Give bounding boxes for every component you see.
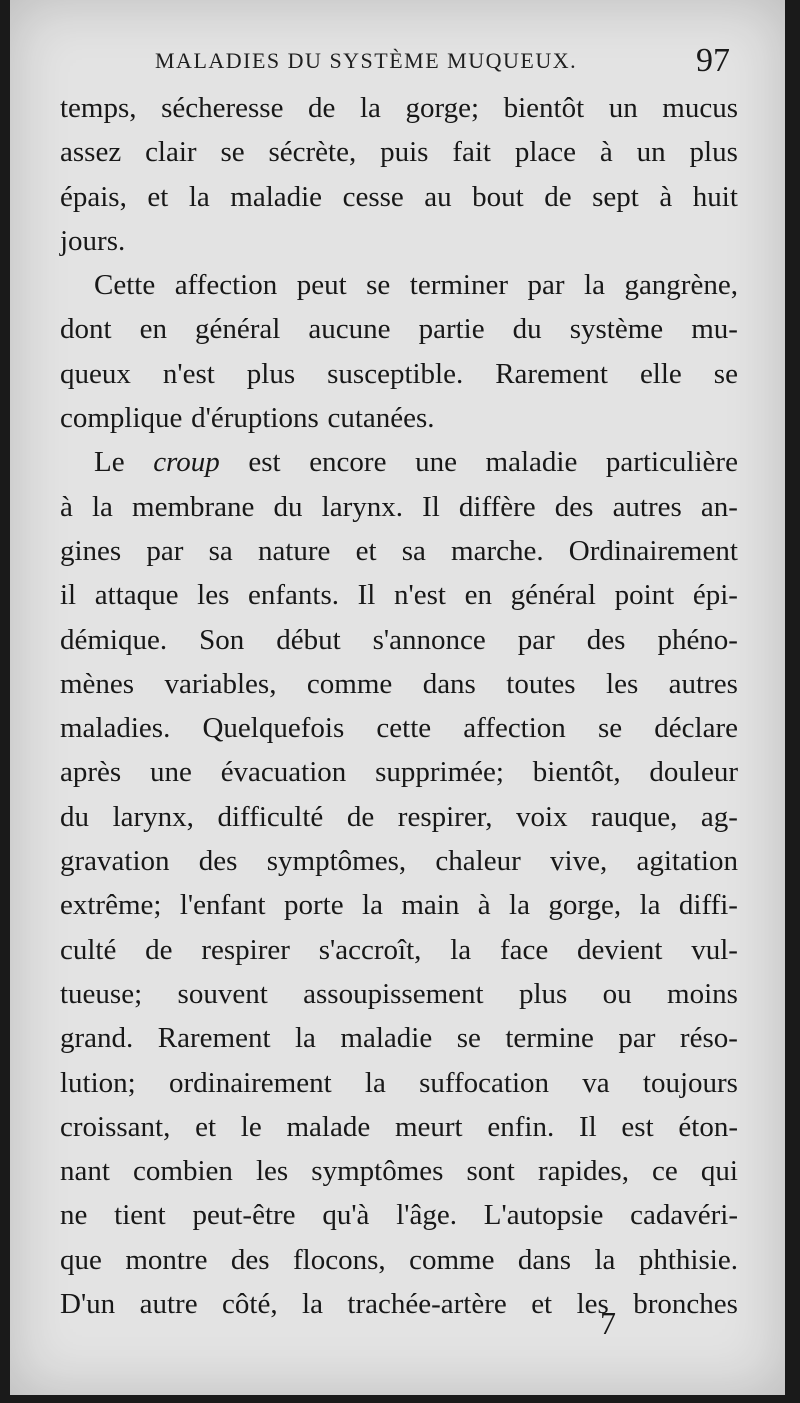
text-line: tueuse; souvent assoupissement plus ou moins — [60, 977, 738, 1010]
text-line: que montre des flocons, comme dans la phthisie. — [60, 1243, 738, 1276]
text-line: épais, et la maladie cesse au bout de sept à huit — [60, 180, 738, 213]
text-line: maladies. Quelquefois cette affection se déclare — [60, 712, 738, 745]
text-line: à la membrane du larynx. Il diffère des autres an- — [60, 490, 738, 523]
text-line: jours. — [60, 224, 126, 257]
text-line: complique d'éruptions cutanées. — [60, 402, 435, 435]
text-line: D'un autre côté, la trachée-artère et les bronches — [60, 1288, 738, 1321]
text-line: après une évacuation supprimée; bientôt, douleur — [60, 756, 738, 789]
text-line: Le croup est encore une maladie particulière — [94, 446, 738, 479]
book-page — [10, 0, 785, 1395]
text-line: gravation des symptômes, chaleur vive, agitation — [60, 845, 738, 878]
text-line: démique. Son début s'annonce par des phéno- — [60, 623, 738, 656]
text-line: culté de respirer s'accroît, la face devient vul- — [60, 933, 738, 966]
text-line: gines par sa nature et sa marche. Ordinairement — [60, 534, 738, 567]
page-header — [10, 38, 785, 88]
text-line: dont en général aucune partie du système mu- — [60, 313, 738, 346]
text-line: mènes variables, comme dans toutes les autres — [60, 667, 738, 700]
text-line: du larynx, difficulté de respirer, voix rauque, ag- — [60, 800, 738, 833]
text-line: extrême; l'enfant porte la main à la gorge, la diffi- — [60, 889, 738, 922]
page-number: 97 — [696, 42, 730, 79]
text-line: il attaque les enfants. Il n'est en général point épi- — [60, 579, 738, 612]
text-line: lution; ordinairement la suffocation va toujours — [60, 1066, 738, 1099]
text-line: Cette affection peut se terminer par la gangrène, — [94, 269, 738, 302]
text-line: queux n'est plus susceptible. Rarement elle se — [60, 357, 738, 390]
body-text — [60, 86, 738, 1326]
running-head: MALADIES DU SYSTÈME MUQUEUX. — [155, 48, 578, 73]
text-line: nant combien les symptômes sont rapides, ce qui — [60, 1155, 738, 1188]
text-line: assez clair se sécrète, puis fait place à un plus — [60, 136, 738, 169]
text-line: temps, sécheresse de la gorge; bientôt un mucus — [60, 92, 738, 124]
signature-mark: 7 — [600, 1305, 616, 1341]
text-line: croissant, et le malade meurt enfin. Il est éton- — [60, 1110, 738, 1143]
text-line: ne tient peut-être qu'à l'âge. L'autopsie cadavéri- — [60, 1199, 738, 1232]
text-line: grand. Rarement la maladie se termine par réso- — [60, 1022, 738, 1055]
